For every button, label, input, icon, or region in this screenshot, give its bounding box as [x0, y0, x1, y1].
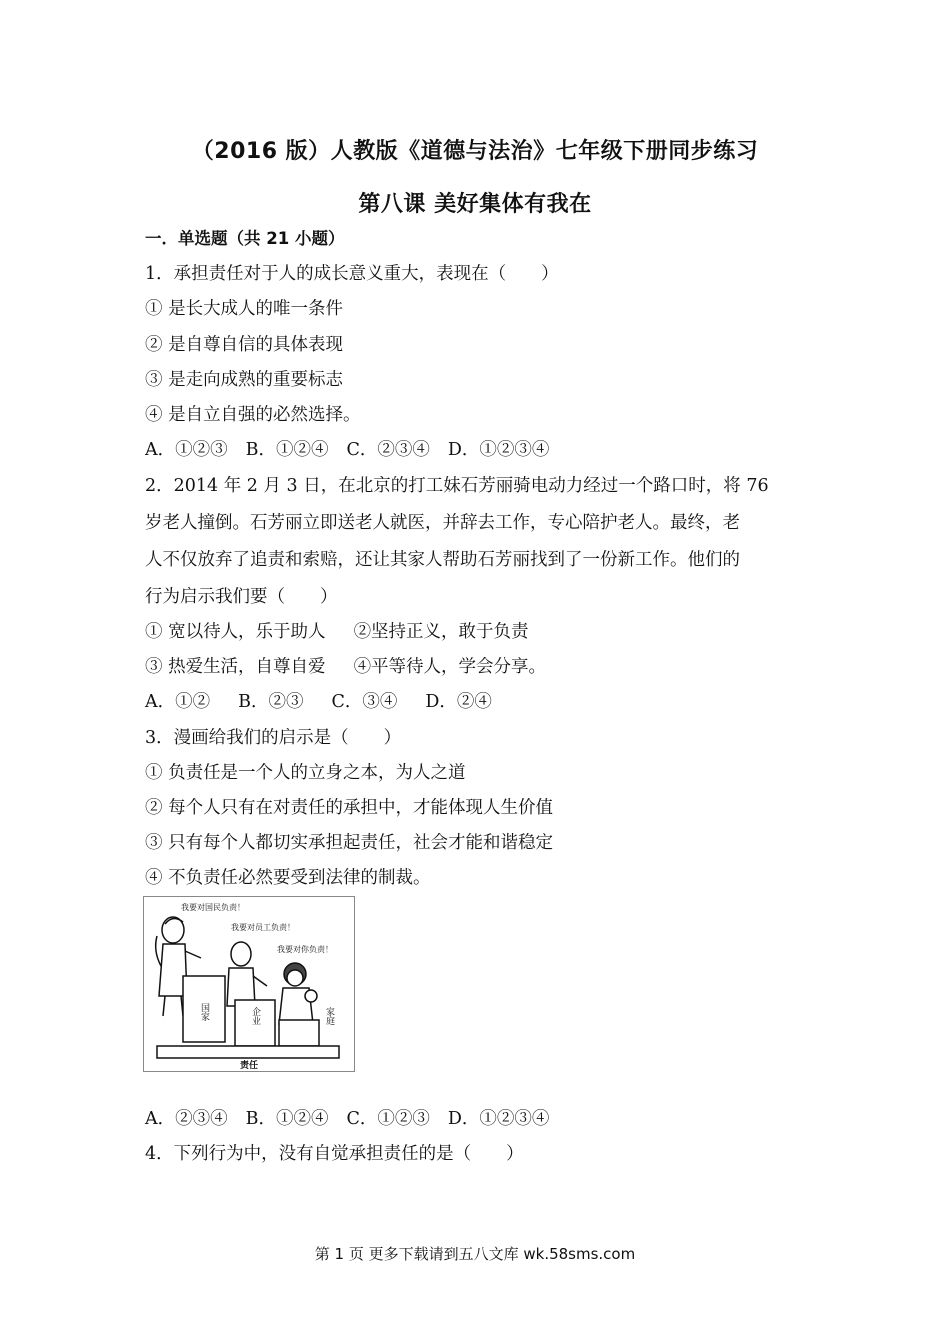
question-3-item: ② 每个人只有在对责任的承担中，才能体现人生价值: [145, 798, 554, 818]
company-box-label: 企业: [250, 1007, 260, 1025]
base-label: 责任: [239, 1061, 259, 1071]
nation-box-label: 国家: [199, 1003, 209, 1021]
question-2-stem-line: 2．2014 年 2 月 3 日，在北京的打工妹石芳丽骑电动力经过一个路口时，将 76: [145, 476, 769, 496]
answer-option: A．①②③: [145, 440, 228, 460]
speech-text-nation: 我要对国民负责！: [181, 903, 245, 912]
answer-option: A．②③④: [145, 1109, 228, 1129]
answer-option: B．①②④: [245, 440, 329, 460]
family-box-label: 家庭: [324, 1007, 334, 1025]
question-2-items-row: [145, 655, 825, 679]
question-1-stem: 1．承担责任对于人的成长意义重大，表现在（ ）: [145, 264, 559, 284]
question-3-item: ③ 只有每个人都切实承担起责任，社会才能和谐稳定: [145, 833, 554, 853]
answer-option: D．②④: [425, 692, 492, 712]
speech-text-company: 我要对员工负责！: [231, 923, 295, 932]
question-1-item: ② 是自尊自信的具体表现: [145, 335, 344, 355]
question-2-item: ②坚持正义，敢于负责: [353, 622, 529, 642]
responsibility-base: [157, 1046, 339, 1058]
answer-option: D．①②③④: [447, 440, 550, 460]
question-2-stem-line: 人不仅放弃了追责和索赔，还让其家人帮助石芳丽找到了一份新工作。他们的: [145, 550, 740, 570]
question-3-stem: 3．漫画给我们的启示是（ ）: [145, 728, 402, 748]
answer-option: C．③④: [331, 692, 398, 712]
speech-text-family: 我要对你负责！: [277, 945, 333, 954]
answer-option: A．①②: [145, 692, 211, 712]
question-3-answers: [145, 1107, 825, 1131]
question-1-item: ④ 是自立自强的必然选择。: [145, 405, 361, 425]
document-title: （2016 版）人教版《道德与法治》七年级下册同步练习: [191, 139, 759, 164]
answer-option: C．①②③: [346, 1109, 430, 1129]
question-4-stem: 4．下列行为中，没有自觉承担责任的是（ ）: [145, 1144, 524, 1164]
question-3-item: ④ 不负责任必然要受到法律的制裁。: [145, 868, 431, 888]
question-2-item: ④平等待人，学会分享。: [353, 657, 547, 677]
family-box: [279, 1020, 319, 1046]
section-heading: 一．单选题（共 21 小题）: [145, 229, 345, 248]
question-2-answers: [145, 690, 825, 714]
question-2-item: ③ 热爱生活，自尊自爱: [145, 657, 326, 677]
lesson-title: 第八课 美好集体有我在: [358, 192, 592, 217]
responsibility-cartoon: [143, 896, 355, 1072]
page-footer: 第 1 页 更多下载请到五八文库 wk.58sms.com: [314, 1245, 636, 1263]
question-2-item: ① 宽以待人，乐于助人: [145, 622, 326, 642]
question-2-items-row: [145, 620, 825, 644]
question-3-item: ① 负责任是一个人的立身之本，为人之道: [145, 763, 466, 783]
question-1-answers: [145, 438, 825, 462]
answer-option: C．②③④: [346, 440, 430, 460]
question-2-stem-line: 岁老人撞倒。石芳丽立即送老人就医，并辞去工作，专心陪护老人。最终，老: [145, 513, 740, 533]
question-2-stem-line: 行为启示我们要（ ）: [145, 587, 338, 607]
answer-option: D．①②③④: [447, 1109, 550, 1129]
question-1-item: ① 是长大成人的唯一条件: [145, 299, 344, 319]
answer-option: B．②③: [238, 692, 304, 712]
answer-option: B．①②④: [245, 1109, 329, 1129]
question-1-item: ③ 是走向成熟的重要标志: [145, 370, 344, 390]
